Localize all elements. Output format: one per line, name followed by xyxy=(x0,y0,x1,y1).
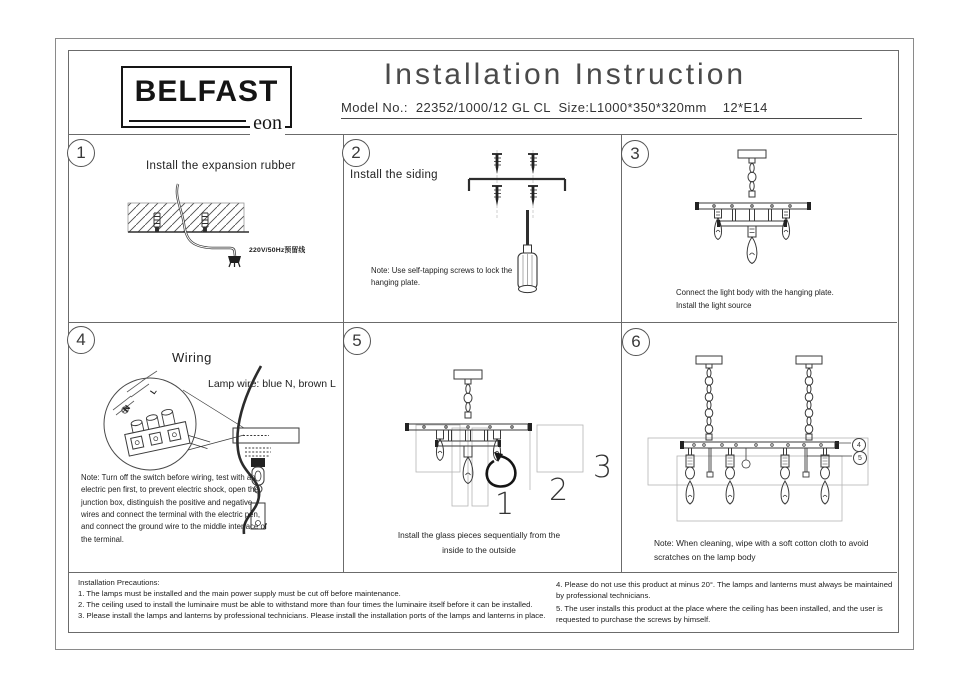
brand-logo xyxy=(121,66,292,134)
ceiling-anchor-drawing xyxy=(118,180,270,275)
logo-rule xyxy=(129,120,246,122)
panel1-voltage-label: 220V/50Hz预留线 xyxy=(249,247,306,254)
grid-line xyxy=(621,134,622,572)
terminal-n-label: N xyxy=(121,403,133,414)
precaution-item-2: 2. The ceiling used to install the luminaire must be able to withstand more than four times the luminaire itself before it can be installed. xyxy=(78,600,533,609)
panel2-caption: Install the siding xyxy=(350,169,438,181)
page-title: Installation Instruction xyxy=(383,58,747,91)
model-number-line: Model No.: 22352/1000/12 GL CL Size:L1000*350*320mm 12*E14 xyxy=(341,100,862,119)
chandelier-step3-drawing xyxy=(694,147,812,269)
step-2-badge: 2 xyxy=(342,139,370,167)
brand-name: BELFAST xyxy=(134,75,279,108)
step-6-badge: 6 xyxy=(622,328,650,356)
expansion-rubber-diagram xyxy=(118,180,270,275)
light-body-diagram xyxy=(694,147,812,269)
terminal-l-label: L xyxy=(148,386,159,397)
part-callout-4: 4 xyxy=(852,438,866,452)
step-5-badge: 5 xyxy=(343,327,371,355)
part-callout-5: 5 xyxy=(853,451,867,465)
glass-sequence-3: 3 xyxy=(593,450,613,485)
full-fixture-diagram xyxy=(646,350,886,528)
chandelier-step6-drawing xyxy=(646,350,886,528)
glass-sequence-2: 2 xyxy=(549,473,569,508)
panel1-caption: Install the expansion rubber xyxy=(146,160,296,172)
step-3-badge: 3 xyxy=(621,140,649,168)
step-1-badge: 1 xyxy=(67,139,95,167)
grid-line xyxy=(68,572,897,573)
precaution-item-5: 5. The user installs this product at the place where the ceiling has been installed, and the user is requested to purchase the screws by himself. xyxy=(556,604,883,625)
panel6-note: Note: When cleaning, wipe with a soft cotton cloth to avoid scratches on the lamp body xyxy=(654,538,869,563)
precaution-item-3: 3. Please install the lamps and lanterns by professional technicians. Please install the installation ports of the lamps and lanterns in place. xyxy=(78,611,546,620)
panel4-caption: Wiring xyxy=(172,350,212,365)
panel3-caption: Connect the light body with the hanging plate. Install the light source xyxy=(676,288,834,310)
grid-line xyxy=(68,322,897,323)
panel5-caption: Install the glass pieces sequentially from the inside to the outside xyxy=(397,530,561,556)
precaution-item-4: 4. Please do not use this product at minus 20°. The lamps and lanterns must always be maintained by professional technicians. xyxy=(556,580,893,601)
panel2-note: Note: Use self-tapping screws to lock the hanging plate. xyxy=(371,266,513,288)
lamp-wire-label: Lamp wire: blue N, brown L xyxy=(208,378,336,390)
panel4-note: Note: Turn off the switch before wiring, test with an electric pen first, to prevent electric shock, open the junction box, distinguish the positive and negative wires and connect the terminal with the electric pen, and connect the ground wire to the middle interface of the terminal. xyxy=(81,473,267,544)
precautions-heading: Installation Precautions: xyxy=(78,578,160,587)
grid-line xyxy=(343,134,344,572)
glass-sequence-1: 1 xyxy=(495,487,515,522)
precaution-item-1: 1. The lamps must be installed and the main power supply must be cut off before maintenance. xyxy=(78,589,401,598)
grid-line xyxy=(68,134,897,135)
step-4-badge: 4 xyxy=(67,326,95,354)
brand-subname: eon xyxy=(250,112,285,135)
